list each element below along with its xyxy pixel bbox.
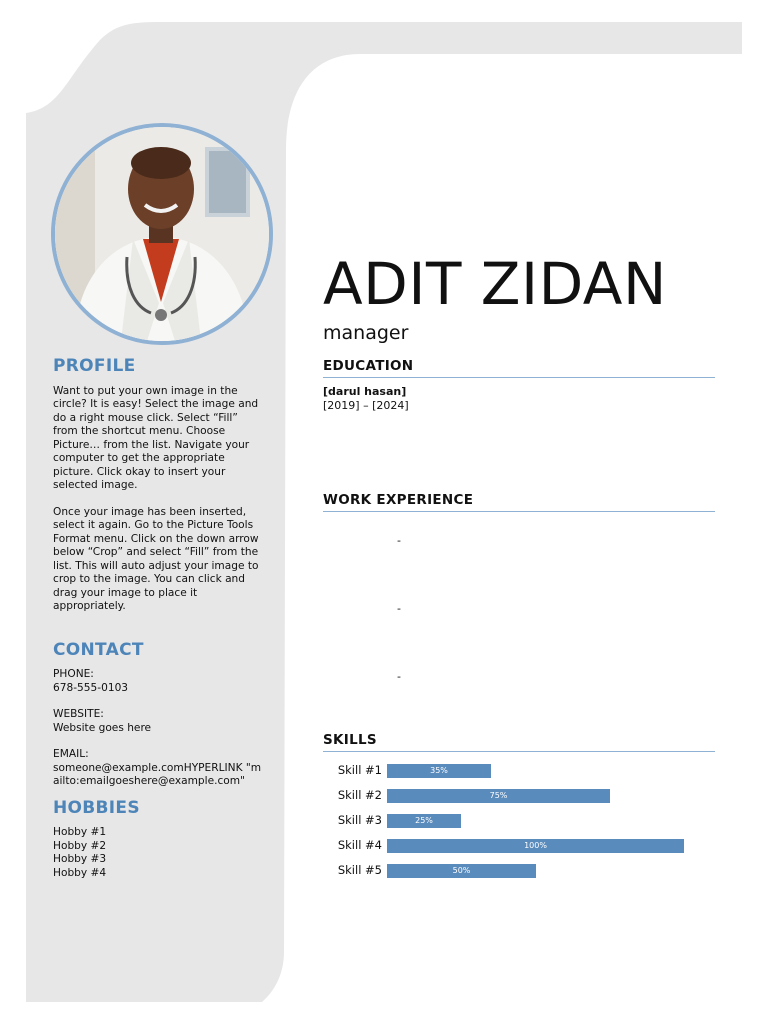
email-label: EMAIL: <box>53 748 89 760</box>
hobbies-heading: HOBBIES <box>53 797 140 818</box>
contact-website <box>53 708 263 735</box>
skills-chart <box>323 762 715 887</box>
skill-bar: 50% <box>387 864 536 878</box>
education-entry <box>323 385 715 413</box>
skill-row <box>323 762 715 787</box>
phone-label: PHONE: <box>53 668 94 680</box>
skill-label: Skill #4 <box>337 838 382 852</box>
skill-row <box>323 862 715 887</box>
skill-label: Skill #2 <box>337 788 382 802</box>
email-value[interactable]: someone@example.comHYPERLINK "mailto:emailgoeshere@example.com" <box>53 761 262 787</box>
skill-bar: 35% <box>387 764 491 778</box>
contact-heading: CONTACT <box>53 639 144 660</box>
sidebar-content <box>53 356 263 880</box>
hobby-item: Hobby #3 <box>53 853 107 865</box>
candidate-name: ADIT ZIDAN <box>323 250 667 318</box>
skill-bar: 75% <box>387 789 610 803</box>
profile-photo[interactable] <box>51 123 273 345</box>
work-entries <box>323 512 715 720</box>
work-entry-placeholder: - <box>397 534 401 547</box>
skill-label: Skill #5 <box>337 863 382 877</box>
candidate-role: manager <box>323 322 409 344</box>
hobby-list <box>53 826 263 880</box>
profile-paragraph: Once your image has been inserted, select it again. Go to the Picture Tools Format menu. Click on the down arrow below “Crop” and select “Fill” from the list. This will auto adjust your image to crop to the image. You can click and drag your image to place it appropriately. <box>53 505 259 612</box>
hobby-item: Hobby #4 <box>53 866 107 879</box>
skill-bar: 25% <box>387 814 461 828</box>
contact-email <box>53 748 263 789</box>
website-value[interactable]: Website goes here <box>53 721 152 734</box>
main-content <box>323 252 715 887</box>
skill-row <box>323 812 715 837</box>
skill-row <box>323 787 715 812</box>
work-experience-heading: WORK EXPERIENCE <box>323 492 715 512</box>
work-section <box>323 492 715 720</box>
skills-section <box>323 732 715 887</box>
profile-heading: PROFILE <box>53 356 136 376</box>
work-entry-placeholder: - <box>397 670 401 683</box>
skill-label: Skill #1 <box>337 763 382 777</box>
website-label: WEBSITE: <box>53 708 104 720</box>
skills-heading: SKILLS <box>323 732 715 752</box>
education-heading: EDUCATION <box>323 358 715 378</box>
work-entry-placeholder: - <box>397 602 401 615</box>
hobby-item: Hobby #1 <box>53 826 107 838</box>
doctor-portrait-image <box>55 127 269 341</box>
phone-value[interactable]: 678-555-0103 <box>53 681 129 694</box>
skill-label: Skill #3 <box>337 813 382 827</box>
contact-phone <box>53 668 263 695</box>
skill-row <box>323 837 715 862</box>
skill-bar: 100% <box>387 839 684 853</box>
education-dates: [2019] – [2024] <box>323 399 409 412</box>
school-name: [darul hasan] <box>323 385 407 398</box>
profile-paragraph: Want to put your own image in the circle? It is easy! Select the image and do a right mouse click. Select “Fill” from the shortcut menu. Choose Picture… from the list. Navigate your computer to get the appropriate picture. Click okay to insert your selected image. <box>53 384 259 491</box>
hobby-item: Hobby #2 <box>53 839 107 852</box>
